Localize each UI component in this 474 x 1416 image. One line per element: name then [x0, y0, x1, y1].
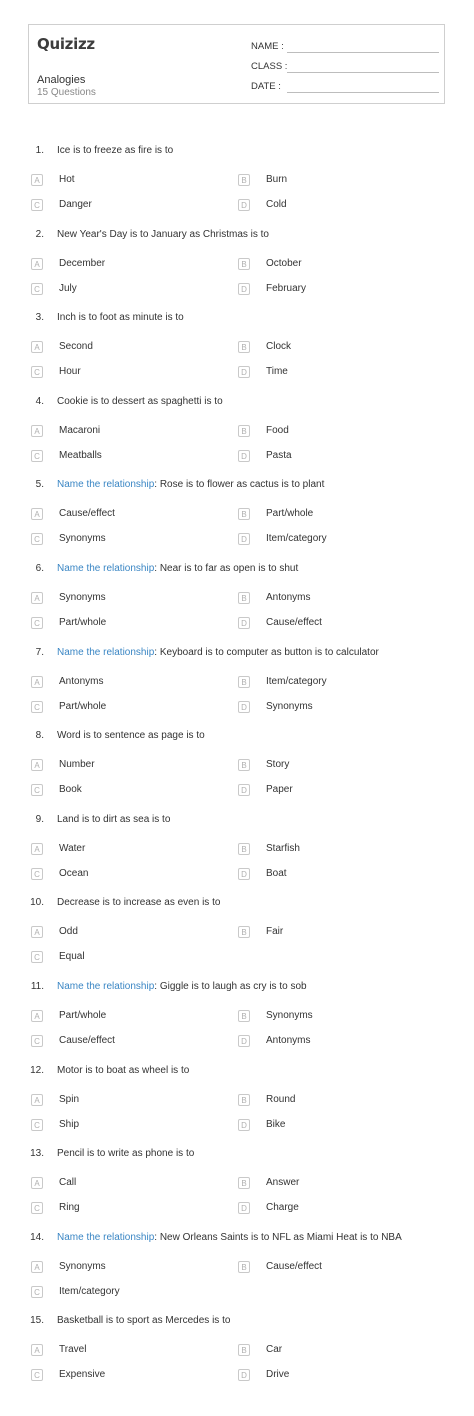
option-letter-box: A — [31, 926, 43, 938]
option-text: Cause/effect — [59, 1035, 115, 1046]
option-text: Ring — [59, 1202, 80, 1213]
option-text: Ship — [59, 1119, 80, 1130]
option-letter-box: D — [238, 450, 250, 462]
option-text: Number — [59, 759, 95, 770]
worksheet-header — [28, 24, 445, 104]
option-letter-box: D — [238, 701, 250, 713]
option-text: Synonyms — [266, 701, 313, 712]
question-number: 3. — [35, 312, 44, 323]
option-text: Cause/effect — [266, 617, 322, 628]
option-letter-box: A — [31, 1344, 43, 1356]
question-body: : Giggle is to laugh as cry is to sob — [154, 981, 307, 992]
option-text: Story — [266, 759, 290, 770]
option-text: Equal — [59, 951, 85, 962]
question-prefix: Name the relationship — [57, 647, 155, 658]
name-label: NAME : — [251, 41, 284, 52]
option-letter-box: B — [238, 341, 250, 353]
option-letter-box: A — [31, 676, 43, 688]
question-text — [57, 647, 379, 658]
option-text: Hot — [59, 174, 75, 185]
question-body: Decrease is to increase as even is to — [57, 897, 221, 908]
option-letter-box: B — [238, 592, 250, 604]
option-text: Call — [59, 1177, 77, 1188]
option-text: Food — [266, 425, 289, 436]
option-text: Item/category — [59, 1286, 120, 1297]
option-letter-box: D — [238, 784, 250, 796]
option-text: Round — [266, 1094, 296, 1105]
option-text: Spin — [59, 1094, 80, 1105]
option-text: Part/whole — [266, 508, 314, 519]
question-body: : Keyboard is to computer as button is to calculator — [154, 647, 379, 658]
option-text: Cold — [266, 199, 287, 210]
question-text — [57, 229, 269, 240]
question-count: 15 Questions — [37, 87, 96, 98]
question-text — [57, 479, 324, 490]
question-text — [57, 145, 173, 156]
option-text: Antonyms — [266, 592, 311, 603]
option-text: Book — [59, 784, 82, 795]
option-letter-box: D — [238, 533, 250, 545]
option-letter-box: D — [238, 199, 250, 211]
option-text: Drive — [266, 1369, 290, 1380]
option-letter-box: B — [238, 258, 250, 270]
option-text: Synonyms — [59, 592, 106, 603]
question-number: 1. — [35, 145, 44, 156]
option-text: Answer — [266, 1177, 300, 1188]
option-text: Odd — [59, 926, 78, 937]
option-letter-box: D — [238, 283, 250, 295]
option-letter-box: C — [31, 1035, 43, 1047]
option-text: Time — [266, 366, 288, 377]
question-number: 13. — [30, 1148, 44, 1159]
option-text: Clock — [266, 341, 292, 352]
option-letter-box: B — [238, 926, 250, 938]
question-number: 5. — [35, 479, 44, 490]
option-letter-box: A — [31, 174, 43, 186]
option-text: October — [266, 258, 302, 269]
question-text — [57, 1232, 402, 1243]
option-text: Burn — [266, 174, 288, 185]
question-prefix: Name the relationship — [57, 563, 155, 574]
option-text: Part/whole — [59, 1010, 107, 1021]
question-body: : New Orleans Saints is to NFL as Miami Heat is to NBA — [154, 1232, 402, 1243]
question-body: Inch is to foot as minute is to — [57, 312, 184, 323]
worksheet-title: Analogies — [37, 74, 86, 86]
option-text: Bike — [266, 1119, 286, 1130]
question-text — [57, 814, 170, 825]
option-letter-box: D — [238, 1202, 250, 1214]
option-letter-box: C — [31, 1286, 43, 1298]
question-text — [57, 981, 307, 992]
option-letter-box: A — [31, 759, 43, 771]
question-text — [57, 563, 298, 574]
option-text: December — [59, 258, 106, 269]
option-letter-box: C — [31, 1119, 43, 1131]
option-text: Macaroni — [59, 425, 101, 436]
option-text: Starfish — [266, 843, 300, 854]
option-text: Water — [59, 843, 86, 854]
option-letter-box: B — [238, 174, 250, 186]
option-text: Hour — [59, 366, 81, 377]
question-body: Pencil is to write as phone is to — [57, 1148, 195, 1159]
option-letter-box: C — [31, 701, 43, 713]
question-number: 6. — [35, 563, 44, 574]
option-text: Travel — [59, 1344, 87, 1355]
question-text — [57, 1315, 230, 1326]
question-prefix: Name the relationship — [57, 479, 155, 490]
option-letter-box: C — [31, 868, 43, 880]
question-number: 15. — [30, 1315, 44, 1326]
option-text: Charge — [266, 1202, 299, 1213]
question-number: 9. — [35, 814, 44, 825]
option-text: Cause/effect — [59, 508, 115, 519]
option-text: Fair — [266, 926, 284, 937]
option-text: Part/whole — [59, 701, 107, 712]
option-letter-box: A — [31, 1010, 43, 1022]
option-text: February — [266, 283, 307, 294]
option-text: Synonyms — [59, 533, 106, 544]
option-text: Meatballs — [59, 450, 102, 461]
option-text: Ocean — [59, 868, 89, 879]
option-text: July — [59, 283, 77, 294]
question-number: 7. — [35, 647, 44, 658]
option-letter-box: C — [31, 1202, 43, 1214]
option-letter-box: A — [31, 341, 43, 353]
option-letter-box: A — [31, 1094, 43, 1106]
date-label: DATE : — [251, 81, 281, 92]
option-text: Antonyms — [266, 1035, 311, 1046]
question-number: 2. — [35, 229, 44, 240]
option-letter-box: B — [238, 843, 250, 855]
option-text: Synonyms — [266, 1010, 313, 1021]
option-text: Item/category — [266, 676, 327, 687]
quizizz-logo: Quizizz — [37, 35, 95, 53]
option-text: Item/category — [266, 533, 327, 544]
question-body: New Year's Day is to January as Christmas is to — [57, 229, 269, 240]
question-body: Ice is to freeze as fire is to — [57, 145, 174, 156]
option-letter-box: D — [238, 1119, 250, 1131]
option-letter-box: C — [31, 533, 43, 545]
option-letter-box: A — [31, 425, 43, 437]
date-field[interactable] — [287, 92, 439, 93]
option-letter-box: B — [238, 676, 250, 688]
question-body: : Near is to far as open is to shut — [154, 563, 299, 574]
option-text: Danger — [59, 199, 92, 210]
option-text: Antonyms — [59, 676, 104, 687]
option-letter-box: C — [31, 951, 43, 963]
option-letter-box: C — [31, 366, 43, 378]
option-letter-box: B — [238, 425, 250, 437]
option-letter-box: C — [31, 617, 43, 629]
question-text — [57, 897, 220, 908]
option-letter-box: B — [238, 1344, 250, 1356]
question-text — [57, 1148, 194, 1159]
question-body: : Rose is to flower as cactus is to plant — [154, 479, 325, 490]
option-letter-box: B — [238, 1177, 250, 1189]
question-text — [57, 1065, 189, 1076]
question-prefix: Name the relationship — [57, 981, 155, 992]
question-body: Motor is to boat as wheel is to — [57, 1065, 190, 1076]
option-text: Synonyms — [59, 1261, 106, 1272]
option-letter-box: D — [238, 1369, 250, 1381]
question-body: Basketball is to sport as Mercedes is to — [57, 1315, 231, 1326]
option-letter-box: A — [31, 843, 43, 855]
option-text: Expensive — [59, 1369, 106, 1380]
question-number: 11. — [30, 981, 44, 992]
option-text: Boat — [266, 868, 287, 879]
option-letter-box: A — [31, 1177, 43, 1189]
question-number: 14. — [30, 1232, 44, 1243]
class-label: CLASS : — [251, 61, 288, 72]
option-letter-box: B — [238, 1010, 250, 1022]
option-letter-box: A — [31, 1261, 43, 1273]
option-letter-box: B — [238, 759, 250, 771]
option-letter-box: B — [238, 1261, 250, 1273]
question-body: Cookie is to dessert as spaghetti is to — [57, 396, 223, 407]
question-text — [57, 730, 205, 741]
question-prefix: Name the relationship — [57, 1232, 155, 1243]
option-letter-box: D — [238, 1035, 250, 1047]
name-field[interactable] — [287, 52, 439, 53]
question-text — [57, 312, 184, 323]
option-letter-box: D — [238, 617, 250, 629]
option-letter-box: A — [31, 592, 43, 604]
option-letter-box: C — [31, 199, 43, 211]
option-text: Paper — [266, 784, 293, 795]
option-letter-box: C — [31, 283, 43, 295]
question-text — [57, 396, 223, 407]
option-text: Cause/effect — [266, 1261, 322, 1272]
option-text: Part/whole — [59, 617, 107, 628]
option-letter-box: A — [31, 258, 43, 270]
option-letter-box: B — [238, 1094, 250, 1106]
option-letter-box: D — [238, 868, 250, 880]
class-field[interactable] — [287, 72, 439, 73]
question-body: Land is to dirt as sea is to — [57, 814, 171, 825]
question-number: 12. — [30, 1065, 44, 1076]
option-letter-box: C — [31, 784, 43, 796]
question-number: 8. — [35, 730, 44, 741]
question-number: 10. — [30, 897, 44, 908]
option-letter-box: D — [238, 366, 250, 378]
option-text: Car — [266, 1344, 283, 1355]
option-text: Second — [59, 341, 93, 352]
option-letter-box: A — [31, 508, 43, 520]
question-body: Word is to sentence as page is to — [57, 730, 205, 741]
question-number: 4. — [35, 396, 44, 407]
option-text: Pasta — [266, 450, 292, 461]
option-letter-box: C — [31, 450, 43, 462]
option-letter-box: B — [238, 508, 250, 520]
option-letter-box: C — [31, 1369, 43, 1381]
